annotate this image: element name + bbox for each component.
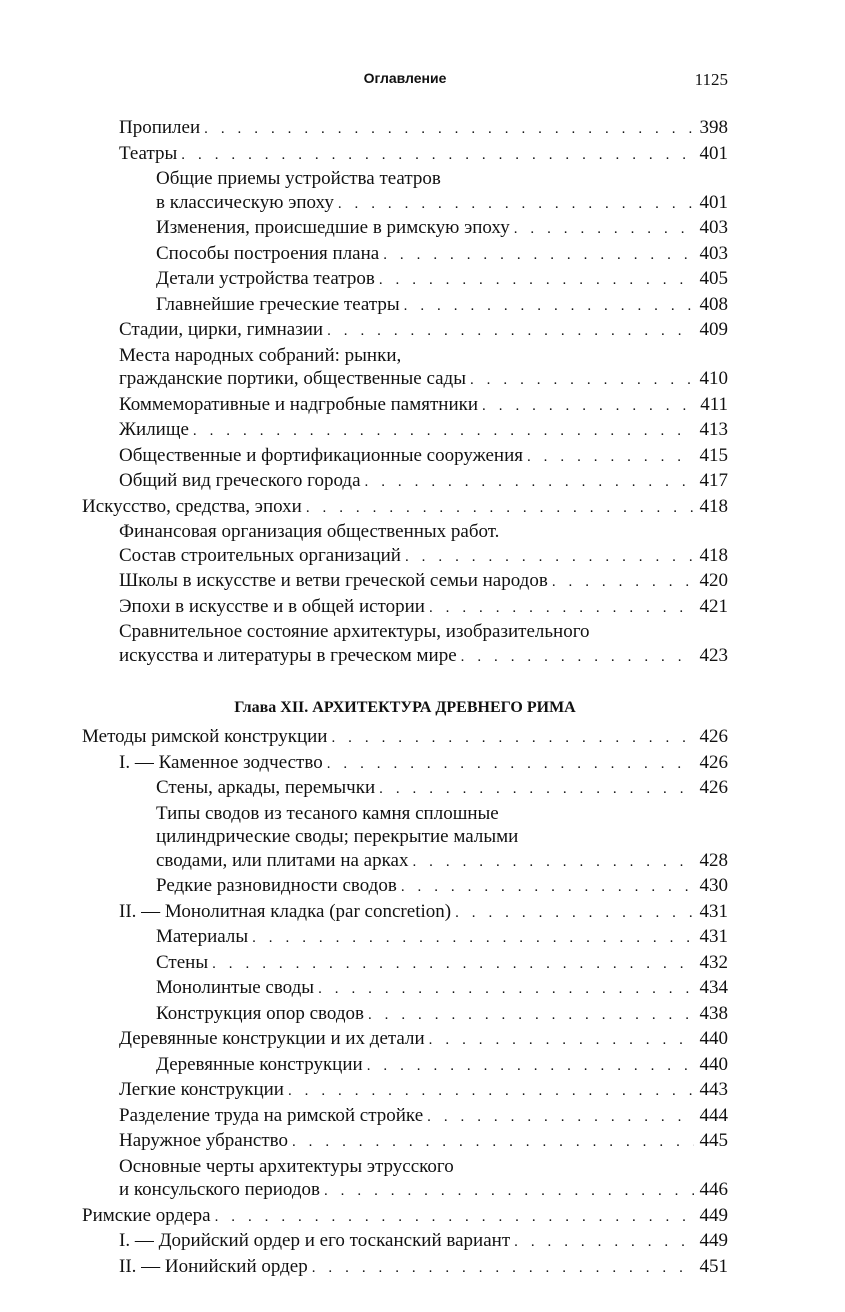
toc-entry-label: Материалы bbox=[156, 926, 249, 947]
toc-entry-label: Стены bbox=[156, 951, 209, 973]
toc-entry-page: 430 bbox=[699, 875, 728, 896]
toc-entry-row bbox=[156, 951, 728, 977]
toc-entry-row bbox=[156, 849, 728, 875]
toc-entry-label: Монолинтые своды bbox=[156, 977, 315, 998]
toc-entry bbox=[82, 802, 728, 875]
toc-entry bbox=[82, 293, 728, 319]
toc-entry-row bbox=[156, 267, 728, 293]
toc-entry-label: Эпохи в искусстве и в общей истории bbox=[119, 595, 425, 617]
toc-entry-page: 398 bbox=[699, 117, 728, 138]
toc-entry-label: в классическую эпоху bbox=[156, 191, 334, 213]
toc-entry-page: 431 bbox=[699, 900, 728, 922]
toc-entry-label: II. — Монолитная кладка (par concretion) bbox=[119, 900, 452, 922]
toc-entry-row bbox=[119, 751, 728, 777]
toc-entry-page: 408 bbox=[699, 293, 728, 315]
toc-entry bbox=[82, 925, 728, 951]
toc-entry-page: 434 bbox=[699, 977, 728, 998]
toc-entry-row bbox=[119, 469, 728, 495]
toc-entry-label: гражданские портики, общественные сады bbox=[119, 368, 466, 389]
dot-leader bbox=[288, 1080, 694, 1104]
toc-entry-row bbox=[156, 216, 728, 242]
dot-leader bbox=[338, 193, 694, 217]
toc-entry bbox=[82, 595, 728, 621]
toc-entry-label: II. — Ионийский ордер bbox=[119, 1255, 308, 1277]
toc-entry-row bbox=[156, 874, 728, 900]
toc-entry-line: Сравнительное состояние архитектуры, изобразительного bbox=[119, 621, 590, 642]
toc-entry-page: 401 bbox=[699, 191, 728, 213]
dot-leader bbox=[193, 420, 694, 444]
toc-entry-page: 440 bbox=[699, 1053, 728, 1075]
toc-entry-page: 421 bbox=[699, 595, 728, 617]
toc-entry-label: искусства и литературы в греческом мире bbox=[119, 644, 457, 666]
toc-entry bbox=[82, 267, 728, 293]
toc-entry bbox=[82, 167, 728, 216]
toc-entry-page: 446 bbox=[699, 1179, 728, 1200]
toc-entry bbox=[82, 142, 728, 168]
toc-entry-label: и консульского периодов bbox=[119, 1179, 320, 1200]
toc-entry bbox=[82, 469, 728, 495]
toc-entry-page: 431 bbox=[699, 926, 728, 947]
toc-entry-row bbox=[156, 776, 728, 802]
toc-entry-label: Театры bbox=[119, 142, 178, 164]
toc-entry-label: Конструкция опор сводов bbox=[156, 1002, 364, 1024]
toc-entry-page: 418 bbox=[699, 495, 728, 517]
toc-entry-row bbox=[119, 1178, 728, 1204]
dot-leader bbox=[412, 851, 693, 875]
toc-entry bbox=[82, 344, 728, 393]
toc-entry-page: 410 bbox=[699, 368, 728, 389]
dot-leader bbox=[514, 218, 694, 242]
dot-leader bbox=[312, 1257, 694, 1281]
toc-entry bbox=[82, 495, 728, 521]
dot-leader bbox=[552, 571, 694, 595]
dot-leader bbox=[327, 753, 694, 777]
toc-entry bbox=[82, 216, 728, 242]
toc-entry bbox=[82, 1155, 728, 1204]
toc-entry-label: I. — Каменное зодчество bbox=[119, 751, 323, 773]
toc-entry bbox=[82, 900, 728, 926]
dot-leader bbox=[429, 1029, 694, 1053]
toc-entry-label: I. — Дорийский ордер и его тосканский вариант bbox=[119, 1230, 511, 1251]
toc-entry-label: Детали устройства театров bbox=[156, 268, 375, 289]
toc-entry-line: Общие приемы устройства театров bbox=[156, 168, 441, 189]
toc-entry-page: 420 bbox=[699, 570, 728, 591]
toc-entry-row bbox=[156, 976, 728, 1002]
dot-leader bbox=[181, 144, 693, 168]
toc-entry-label: Главнейшие греческие театры bbox=[156, 293, 400, 315]
toc-entry-page: 432 bbox=[699, 951, 728, 973]
toc-entry bbox=[82, 1078, 728, 1104]
toc-entry-label: Общий вид греческого города bbox=[119, 470, 361, 491]
toc-entry-page: 449 bbox=[699, 1204, 728, 1226]
running-header bbox=[82, 70, 728, 94]
table-of-contents bbox=[82, 116, 728, 1280]
dot-leader bbox=[252, 927, 693, 951]
dot-leader bbox=[527, 446, 694, 470]
toc-entry-label: Наружное убранство bbox=[119, 1130, 288, 1151]
dot-leader bbox=[470, 369, 694, 393]
toc-entry-page: 405 bbox=[699, 268, 728, 289]
toc-entry-row bbox=[119, 393, 728, 419]
dot-leader bbox=[204, 118, 693, 142]
toc-entry bbox=[82, 1104, 728, 1130]
toc-entry-label: Искусство, средства, эпохи bbox=[82, 495, 302, 517]
toc-entry bbox=[82, 776, 728, 802]
toc-entry-row bbox=[119, 318, 728, 344]
dot-leader bbox=[383, 244, 693, 268]
toc-entry-page: 445 bbox=[699, 1130, 728, 1151]
toc-entry-line: Типы сводов из тесаного камня сплошные bbox=[156, 802, 499, 824]
toc-entry-page: 401 bbox=[699, 142, 728, 164]
dot-leader bbox=[368, 1004, 694, 1028]
toc-entry-line: Основные черты архитектуры этрусского bbox=[119, 1155, 454, 1177]
dot-leader bbox=[404, 295, 694, 319]
dot-leader bbox=[401, 876, 694, 900]
toc-entry-page: 451 bbox=[699, 1255, 728, 1277]
toc-entry-row bbox=[119, 644, 728, 670]
toc-entry-page: 423 bbox=[699, 644, 728, 666]
toc-entry-row bbox=[156, 191, 728, 217]
toc-entry-row bbox=[119, 1255, 728, 1281]
toc-entry bbox=[82, 874, 728, 900]
dot-leader bbox=[306, 497, 694, 521]
toc-entry-label: Стадии, цирки, гимназии bbox=[119, 319, 324, 340]
toc-entry-row bbox=[119, 444, 728, 470]
toc-entry-label: Римские ордера bbox=[82, 1204, 211, 1226]
toc-entry-row bbox=[119, 116, 728, 142]
dot-leader bbox=[482, 395, 694, 419]
toc-entry-label: сводами, или плитами на арках bbox=[156, 849, 409, 871]
toc-entry bbox=[82, 318, 728, 344]
dot-leader bbox=[324, 1180, 694, 1204]
toc-entry-row bbox=[119, 142, 728, 168]
toc-entry-row bbox=[119, 1078, 728, 1104]
toc-entry-label: Коммеморативные и надгробные памятники bbox=[119, 393, 479, 415]
toc-entry bbox=[82, 951, 728, 977]
toc-entry bbox=[82, 620, 728, 669]
toc-entry-label: Изменения, происшедшие в римскую эпоху bbox=[156, 217, 510, 238]
toc-entry-row bbox=[156, 1002, 728, 1028]
toc-entry-row bbox=[119, 1229, 728, 1255]
toc-entry-label: Стены, аркады, перемычки bbox=[156, 777, 376, 798]
toc-entry-label: Деревянные конструкции bbox=[156, 1053, 363, 1075]
dot-leader bbox=[427, 1106, 693, 1130]
toc-entry bbox=[82, 242, 728, 268]
toc-entry-page: 449 bbox=[699, 1230, 728, 1251]
toc-entry-label: Методы римской конструкции bbox=[82, 726, 328, 747]
toc-entry-row bbox=[156, 1053, 728, 1079]
toc-entry-page: 426 bbox=[699, 726, 728, 747]
toc-entry-label: Общественные и фортификационные сооружения bbox=[119, 444, 523, 466]
toc-entry bbox=[82, 751, 728, 777]
toc-entry-row bbox=[119, 1027, 728, 1053]
toc-entry-row bbox=[119, 367, 728, 393]
dot-leader bbox=[365, 471, 694, 495]
toc-entry-row bbox=[82, 1204, 728, 1230]
dot-leader bbox=[292, 1131, 694, 1155]
toc-entry-label: Жилище bbox=[119, 419, 189, 440]
toc-entry bbox=[82, 1229, 728, 1255]
toc-entry bbox=[82, 725, 728, 751]
dot-leader bbox=[367, 1055, 694, 1079]
dot-leader bbox=[318, 978, 693, 1002]
dot-leader bbox=[215, 1206, 694, 1230]
toc-entry-label: Школы в искусстве и ветви греческой семьи народов bbox=[119, 570, 548, 591]
toc-entry-row bbox=[119, 418, 728, 444]
toc-entry-label: Легкие конструкции bbox=[119, 1079, 284, 1100]
toc-entry-page: 443 bbox=[699, 1079, 728, 1100]
dot-leader bbox=[331, 727, 693, 751]
toc-entry-row bbox=[119, 595, 728, 621]
toc-entry-page: 418 bbox=[699, 544, 728, 566]
toc-entry-row bbox=[119, 544, 728, 570]
toc-entry-label: Пропилеи bbox=[119, 117, 201, 138]
toc-entry-page: 403 bbox=[699, 217, 728, 238]
toc-entry-page: 415 bbox=[699, 444, 728, 466]
toc-entry-row bbox=[82, 725, 728, 751]
toc-entry bbox=[82, 444, 728, 470]
toc-entry bbox=[82, 1204, 728, 1230]
dot-leader bbox=[379, 269, 694, 293]
toc-entry bbox=[82, 1053, 728, 1079]
toc-entry-page: 413 bbox=[699, 419, 728, 440]
toc-entry-row bbox=[156, 925, 728, 951]
toc-entry-label: Способы построения плана bbox=[156, 242, 380, 264]
dot-leader bbox=[514, 1231, 693, 1255]
header-title: Оглавление bbox=[363, 70, 447, 86]
toc-entry-line: цилиндрические своды; перекрытие малыми bbox=[156, 826, 519, 847]
dot-leader bbox=[429, 597, 694, 621]
toc-entry bbox=[82, 1255, 728, 1281]
toc-entry-page: 440 bbox=[699, 1028, 728, 1049]
chapter-heading: Глава XII. АРХИТЕКТУРА ДРЕВНЕГО РИМА bbox=[234, 699, 576, 716]
dot-leader bbox=[212, 953, 693, 977]
toc-entry-page: 426 bbox=[699, 751, 728, 773]
toc-entry-row bbox=[119, 569, 728, 595]
toc-entry-page: 409 bbox=[699, 319, 728, 340]
dot-leader bbox=[379, 778, 693, 802]
toc-entry bbox=[82, 393, 728, 419]
header-page-number: 1125 bbox=[694, 70, 728, 89]
toc-entry bbox=[82, 418, 728, 444]
toc-entry-row bbox=[119, 900, 728, 926]
toc-entry-line: Места народных собраний: рынки, bbox=[119, 344, 402, 366]
toc-entry-page: 403 bbox=[699, 242, 728, 264]
toc-section-rome bbox=[82, 725, 728, 1280]
toc-entry bbox=[82, 520, 728, 569]
toc-entry-row bbox=[119, 1104, 728, 1130]
toc-entry bbox=[82, 1027, 728, 1053]
toc-entry-row bbox=[156, 242, 728, 268]
toc-entry-line: Финансовая организация общественных работ. bbox=[119, 521, 500, 542]
toc-entry bbox=[82, 976, 728, 1002]
toc-entry bbox=[82, 116, 728, 142]
dot-leader bbox=[327, 320, 693, 344]
toc-entry-page: 438 bbox=[699, 1002, 728, 1024]
toc-entry bbox=[82, 1002, 728, 1028]
dot-leader bbox=[461, 646, 694, 670]
toc-section-greek bbox=[82, 116, 728, 669]
toc-entry bbox=[82, 1129, 728, 1155]
toc-entry-label: Редкие разновидности сводов bbox=[156, 875, 397, 896]
toc-entry-page: 444 bbox=[699, 1104, 728, 1126]
toc-entry-page: 411 bbox=[700, 393, 728, 415]
dot-leader bbox=[405, 546, 694, 570]
toc-entry-row bbox=[119, 1129, 728, 1155]
toc-entry-row bbox=[82, 495, 728, 521]
toc-entry-row bbox=[156, 293, 728, 319]
toc-entry-page: 426 bbox=[699, 777, 728, 798]
dot-leader bbox=[455, 902, 693, 926]
toc-entry-label: Разделение труда на римской стройке bbox=[119, 1104, 424, 1126]
toc-entry-page: 417 bbox=[699, 470, 728, 491]
toc-entry-label: Деревянные конструкции и их детали bbox=[119, 1028, 425, 1049]
toc-entry-page: 428 bbox=[699, 849, 728, 871]
toc-entry-label: Состав строительных организаций bbox=[119, 544, 401, 566]
toc-entry bbox=[82, 569, 728, 595]
